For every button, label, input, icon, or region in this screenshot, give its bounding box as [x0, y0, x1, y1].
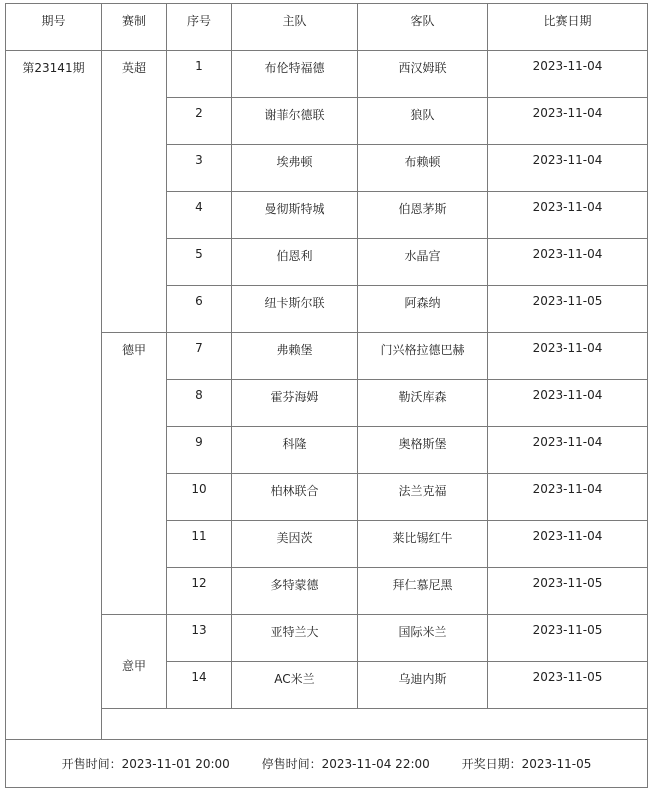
blank-row — [6, 709, 648, 740]
table-row — [6, 51, 648, 98]
league-cell-epl: 英超 — [102, 51, 167, 333]
away-team: 拜仁慕尼黑 — [358, 568, 488, 615]
match-no: 12 — [167, 568, 232, 615]
match-date: 2023-11-04 — [488, 380, 648, 427]
match-no: 2 — [167, 98, 232, 145]
home-team: 多特蒙德 — [232, 568, 358, 615]
home-team: 亚特兰大 — [232, 615, 358, 662]
match-no: 5 — [167, 239, 232, 286]
match-no: 14 — [167, 662, 232, 709]
match-date: 2023-11-04 — [488, 521, 648, 568]
match-no: 6 — [167, 286, 232, 333]
table-row — [6, 615, 648, 662]
footer-cell — [6, 740, 648, 788]
away-team: 布赖顿 — [358, 145, 488, 192]
match-date: 2023-11-05 — [488, 568, 648, 615]
match-date: 2023-11-05 — [488, 615, 648, 662]
away-team: 狼队 — [358, 98, 488, 145]
footer-row — [6, 740, 648, 788]
home-team: 科隆 — [232, 427, 358, 474]
away-team: 伯恩茅斯 — [358, 192, 488, 239]
home-team: 柏林联合 — [232, 474, 358, 521]
away-team: 乌迪内斯 — [358, 662, 488, 709]
home-team: 纽卡斯尔联 — [232, 286, 358, 333]
home-team: AC米兰 — [232, 662, 358, 709]
home-team: 埃弗顿 — [232, 145, 358, 192]
match-date: 2023-11-04 — [488, 239, 648, 286]
league-cell-seriea: 意甲 — [102, 615, 167, 709]
home-team: 布伦特福德 — [232, 51, 358, 98]
match-date: 2023-11-04 — [488, 427, 648, 474]
table-row — [6, 333, 648, 380]
away-team: 法兰克福 — [358, 474, 488, 521]
header-no: 序号 — [167, 4, 232, 51]
league-cell-bundesliga: 德甲 — [102, 333, 167, 615]
header-league: 赛制 — [102, 4, 167, 51]
match-no: 10 — [167, 474, 232, 521]
match-no: 8 — [167, 380, 232, 427]
home-team: 弗赖堡 — [232, 333, 358, 380]
match-no: 9 — [167, 427, 232, 474]
away-team: 西汉姆联 — [358, 51, 488, 98]
home-team: 谢菲尔德联 — [232, 98, 358, 145]
away-team: 莱比锡红牛 — [358, 521, 488, 568]
sale-start-time: 开售时间：2023-11-01 20:00 — [61, 757, 230, 771]
sale-stop-time: 停售时间：2023-11-04 22:00 — [261, 757, 430, 771]
match-no: 13 — [167, 615, 232, 662]
home-team: 霍芬海姆 — [232, 380, 358, 427]
match-date: 2023-11-04 — [488, 333, 648, 380]
away-team: 水晶宫 — [358, 239, 488, 286]
match-date: 2023-11-04 — [488, 474, 648, 521]
period-cell: 第23141期 — [6, 51, 102, 740]
match-no: 4 — [167, 192, 232, 239]
draw-date: 开奖日期：2023-11-05 — [461, 757, 592, 771]
away-team: 阿森纳 — [358, 286, 488, 333]
match-date: 2023-11-05 — [488, 662, 648, 709]
match-date: 2023-11-04 — [488, 145, 648, 192]
match-no: 1 — [167, 51, 232, 98]
home-team: 伯恩利 — [232, 239, 358, 286]
home-team: 曼彻斯特城 — [232, 192, 358, 239]
match-no: 11 — [167, 521, 232, 568]
header-date: 比赛日期 — [488, 4, 648, 51]
match-no: 3 — [167, 145, 232, 192]
header-home: 主队 — [232, 4, 358, 51]
match-date: 2023-11-05 — [488, 286, 648, 333]
match-date: 2023-11-04 — [488, 192, 648, 239]
away-team: 勒沃库森 — [358, 380, 488, 427]
header-period: 期号 — [6, 4, 102, 51]
header-away: 客队 — [358, 4, 488, 51]
away-team: 奥格斯堡 — [358, 427, 488, 474]
away-team: 门兴格拉德巴赫 — [358, 333, 488, 380]
header-row — [6, 4, 648, 51]
match-no: 7 — [167, 333, 232, 380]
match-date: 2023-11-04 — [488, 98, 648, 145]
home-team: 美因茨 — [232, 521, 358, 568]
blank-cell — [102, 709, 648, 740]
match-date: 2023-11-04 — [488, 51, 648, 98]
away-team: 国际米兰 — [358, 615, 488, 662]
match-schedule-table — [5, 3, 648, 788]
